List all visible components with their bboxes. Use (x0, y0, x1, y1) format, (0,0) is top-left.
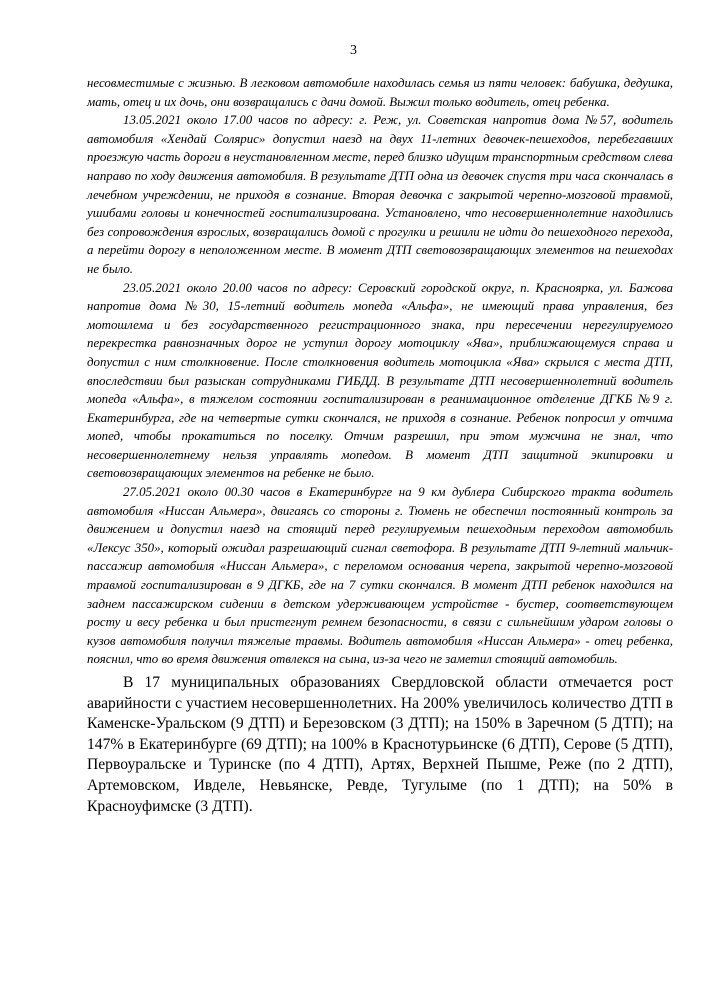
statistics-section (87, 673, 673, 817)
incident-paragraph-serov: 23.05.2021 около 20.00 часов по адресу: Серовский городской округ, п. Красноярка, ул. Бажова напротив дома №30, 15-летний водитель мопеда «Альфа», не имеющий права управления, без мотошлема и без государственного регистрационного знака, при пересечении нерегулируемого перекрестка равнозначных дорог не уступил дорогу мотоциклу «Ява», приближающемуся справа и допустил с ним столкновение. После столкновения водитель мотоцикла «Ява» скрылся с места ДТП, впоследствии был разыскан сотрудниками ГИБДД. В результате ДТП несовершеннолетний водитель мопеда «Альфа», в тяжелом состоянии госпитализирован в реанимационное отделение ДГКБ №9 г. Екатеринбурга, где на четвертые сутки скончался, не приходя в сознание. Ребенок попросил у отчима мопед, чтобы прокатиться по поселку. Отчим разрешил, при этом мужчина не знал, что несовершеннолетнему нельзя управлять мопедом. В момент ДТП защитной экипировки и световозвращающих элементов на ребенке не было. (87, 280, 673, 481)
statistics-paragraph: В 17 муниципальных образованиях Свердловской области отмечается рост аварийности с участием несовершеннолетних. На 200% увеличилось количество ДТП в Каменске-Уральском (9 ДТП) и Березовском (3 ДТП); на 150% в Заречном (5 ДТП); на 147% в Екатеринбурге (69 ДТП); на 100% в Краснотурьинске (6 ДТП), Серове (5 ДТП), Первоуральске и Туринске (по 4 ДТП), Артях, Верхней Пышме, Реже (по 2 ДТП), Артемовском, Ивделе, Невьянске, Ревде, Тугулыме (по 1 ДТП); на 50% в Красноуфимске (3 ДТП). (87, 674, 673, 815)
incident-paragraph-rezh: 13.05.2021 около 17.00 часов по адресу: г. Реж, ул. Советская напротив дома №57, водитель автомобиля «Хендай Солярис» допустил наезд на двух 11-летних девочек-пешеходов, перебегавших проезжую часть дороги в неустановленном месте, перед близко идущим транспортным средством слева направо по ходу движения автомобиля. В результате ДТП одна из девочек спустя три часа скончалась в лечебном учреждении, не приходя в сознание. Вторая девочка с закрытой черепно-мозговой травмой, ушибами головы и конечностей госпитализирована. Установлено, что несовершеннолетние находились без сопровождения взрослых, возвращались домой с прогулки и решили не идти до пешеходного перехода, а перейти дорогу в неположенном месте. В момент ДТП световозвращающих элементов на пешеходах не было. (87, 113, 673, 276)
document-body (87, 74, 673, 817)
incident-descriptions (87, 74, 673, 669)
incident-paragraph-continuation: несовместимые с жизнью. В легковом автомобиле находилась семья из пяти человек: бабушка, дедушка, мать, отец и их дочь, они возвращались с дачи домой. Выжил только водитель, отец ребенка. (87, 76, 673, 109)
incident-paragraph-ekaterinburg: 27.05.2021 около 00.30 часов в Екатеринбурге на 9 км дублера Сибирского тракта водитель автомобиля «Ниссан Альмера», двигаясь со стороны г. Тюмень не обеспечил постоянный контроль за движением и допустил наезд на стоящий перед регулируемым пешеходным переходом автомобиль «Лексус 350», который ожидал разрешающий сигнал светофора. В результате ДТП 9-летний мальчик-пассажир автомобиля «Ниссан Альмера», с переломом основания черепа, закрытой черепно-мозговой травмой госпитализирован в 9 ДГКБ, где на 7 сутки скончался. В момент ДТП ребенок находился на заднем пассажирском сидении в детском удерживающем устройстве - бустер, соответствующем росту и весу ребенка и был пристегнут ремнем безопасности, в связи с сильнейшим ударом головы о кузов автомобиля получил тяжелые травмы. Водитель автомобиля «Ниссан Альмера» - отец ребенка, пояснил, что во время движения отвлекся на сына, из-за чего не заметил стоящий автомобиль. (87, 485, 673, 667)
page-number: 3 (350, 43, 357, 58)
